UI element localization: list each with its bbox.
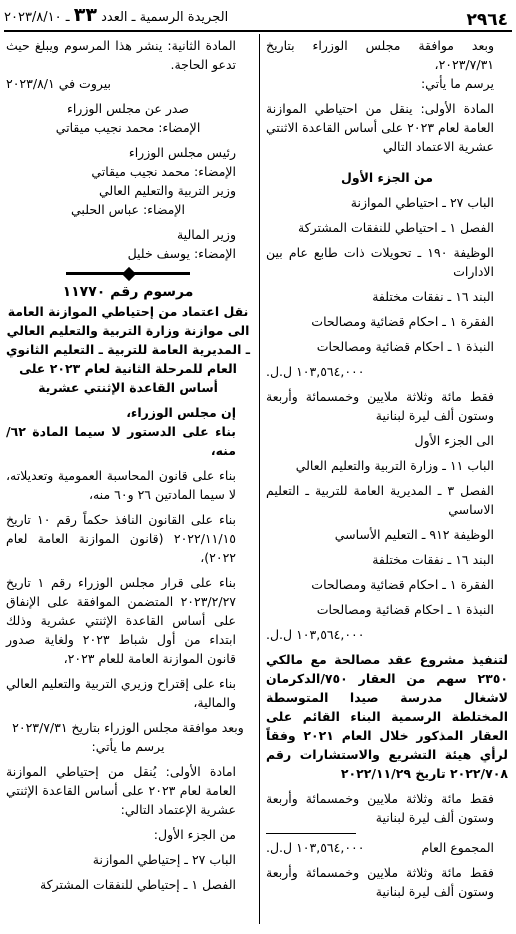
total-rule	[266, 833, 356, 834]
article-two: المادة الثانية: ينشر هذا المرسوم ويبلغ حيث تدعو الحاجة.	[6, 38, 236, 72]
basis-4: بناء على قرار مجلس الوزراء رقم ١ تاريخ ٢٠٢٣/٢/٢٧ المتضمن الموافقة على الإنفاق على أساس القاعدة الإثنتي عشرية وذلك ابتداء من أول شباط ٢٠٢٣ ولغاية صدور قانون الموازنة العامة للعام ٢٠٢٣،	[6, 575, 237, 666]
gazette-title	[4, 4, 228, 26]
from-part: من الجزء الأول	[340, 170, 434, 185]
council: إن مجلس الوزراء،	[126, 405, 236, 420]
decree-subject: نقل اعتماد من إحتياطي الموازنة العامة الى موازنة وزارة التربية والتعليم العالي ـ المديرية العامة للتربية ـ التعليم الثانوي العام للمرحلة الثانية لعام ٢٠٢٣ على أساس القاعدة الإثنتي عشرية	[6, 304, 250, 395]
amount-words-2: فقط مائة وثلاثة ملايين وخمسمائة وأربعة وستون ألف ليرة لبنانية	[266, 791, 494, 825]
place-date: بيروت في ٢٠٢٣/٨/١	[6, 76, 112, 91]
purpose: لتنفيذ مشروع عقد مصالحة مع مالكي ٢٣٥٠ سهم من العقار ٧٥٠/الدكرمان لاشغال مدرسة صيدا المتوسطة المختلطة الرسمية البناء القائم على العقار المذكور خلال العام ٢٠٢١ وفقاً لرأي هيئة التشريع والاستشارات رقم ٢٠٢٢/٧٠٨ تاريخ ٢٠٢٢/١١/٢٩	[266, 652, 508, 781]
fin-title: وزير المالية	[176, 227, 236, 242]
page-header	[0, 0, 516, 30]
total-amount: ١٠٣,٥٦٤,٠٠٠ ل.ل.	[266, 840, 365, 855]
signature-1: الإمضاء: محمد نجيب ميقاتي	[55, 120, 201, 135]
amount-words: فقط مائة وثلاثة ملايين وخمسمائة وأربعة وستون ألف ليرة لبنانية	[266, 389, 494, 423]
pm-title: رئيس مجلس الوزراء	[128, 145, 236, 160]
right-column	[266, 36, 508, 901]
sub-item-1-b: النبذة ١ ـ احكام قضائية ومصالحات	[316, 602, 494, 617]
section-3: الفصل ٣ ـ المديرية العامة للتربية ـ التعليم الاساسي	[266, 483, 494, 517]
signature-3: الإمضاء: عباس الحلبي	[71, 202, 185, 217]
function-912: الوظيفة ٩١٢ ـ التعليم الأساسي	[334, 527, 494, 542]
function-190: الوظيفة ١٩٠ ـ تحويلات ذات طابع عام بين الادارات	[266, 245, 494, 279]
item-16: البند ١٦ ـ نفقات مختلفة	[372, 289, 494, 304]
amount-2: ١٠٣,٥٦٤,٠٠٠ ل.ل.	[266, 627, 365, 642]
decrees: يرسم ما يأتي:	[91, 739, 165, 754]
signature-2: الإمضاء: محمد نجيب ميقاتي	[91, 164, 236, 179]
total-label: المجموع العام	[421, 840, 494, 855]
issue-number: ٣٣	[73, 4, 97, 26]
basis-3: بناء على القانون النافذ حكماً رقم ١٠ تاريخ ٢٠٢٢/١١/١٥ (قانون الموازنة العامة لعام ٢٠٢٢)،	[6, 512, 236, 565]
header-rule	[4, 30, 512, 32]
total-words: فقط مائة وثلاثة ملايين وخمسمائة وأربعة وستون ألف ليرة لبنانية	[266, 865, 494, 899]
decree-title: مرسوم رقم ١١٧٧٠	[62, 284, 194, 300]
article-one-left: امادة الأولى: يُنقل من إحتياطي الموازنة العامة لعام ٢٠٢٣ على أساس القاعدة الإثنتي عشرية الإعتماد التالي:	[6, 764, 237, 817]
gazette-prefix: الجريدة الرسمية ـ العدد	[101, 10, 229, 25]
column-divider	[259, 34, 260, 924]
section-1: الفصل ١ ـ احتياطي للنفقات المشتركة	[297, 220, 494, 235]
chapter-27: الباب ٢٧ ـ احتياطي الموازنة	[350, 195, 494, 210]
paragraph-1-b: الفقرة ١ ـ احكام قضائية ومصالحات	[311, 577, 494, 592]
issued-by: صدر عن مجلس الوزراء	[66, 101, 190, 116]
section-1-left: الفصل ١ ـ إحتياطي للنفقات المشتركة	[39, 877, 236, 892]
intro-approval: وبعد موافقة مجلس الوزراء بتاريخ ٢٠٢٣/٧/٣١،	[266, 38, 494, 72]
from-part-left: من الجزء الأول:	[153, 827, 236, 842]
total-row	[266, 838, 508, 857]
issue-date: ـ ٢٠٢٣/٨/١٠	[4, 10, 70, 25]
left-column	[6, 36, 250, 894]
paragraph-1: الفقرة ١ ـ احكام قضائية ومصالحات	[311, 314, 494, 329]
basis-5: بناء على إقتراح وزيري التربية والتعليم العالي والمالية،	[6, 676, 236, 710]
to-part: الى الجزء الأول	[414, 433, 494, 448]
page-number: ٢٩٦٤	[466, 10, 508, 30]
intro-decrees: يرسم ما يأتي:	[420, 76, 494, 91]
item-16-b: البند ١٦ ـ نفقات مختلفة	[372, 552, 494, 567]
amount: ١٠٣,٥٦٤,٠٠٠ ل.ل.	[266, 364, 365, 379]
edu-title: وزير التربية والتعليم العالي	[99, 183, 236, 198]
signature-4: الإمضاء: يوسف خليل	[127, 246, 236, 261]
basis-2: بناء على قانون المحاسبة العمومية وتعديلاته، لا سيما المادتين ٢٦ و٦٠ منه،	[6, 468, 236, 502]
chapter-27-left: الباب ٢٧ ـ إحتياطي الموازنة	[92, 852, 236, 867]
sub-item-1: النبذة ١ ـ احكام قضائية ومصالحات	[316, 339, 494, 354]
chapter-11: الباب ١١ ـ وزارة التربية والتعليم العالي	[295, 458, 494, 473]
ornament-divider	[6, 269, 250, 277]
approval: وبعد موافقة مجلس الوزراء بتاريخ ٢٠٢٣/٧/٣١	[12, 720, 244, 735]
article-one: المادة الأولى: ينقل من احتياطي الموازنة العامة لعام ٢٠٢٣ على أساس القاعدة الاثنتي عشرية الاعتماد التالي	[266, 101, 494, 154]
basis-1: بناء على الدستور لا سيما المادة ٦٢/ منه،	[6, 424, 236, 458]
